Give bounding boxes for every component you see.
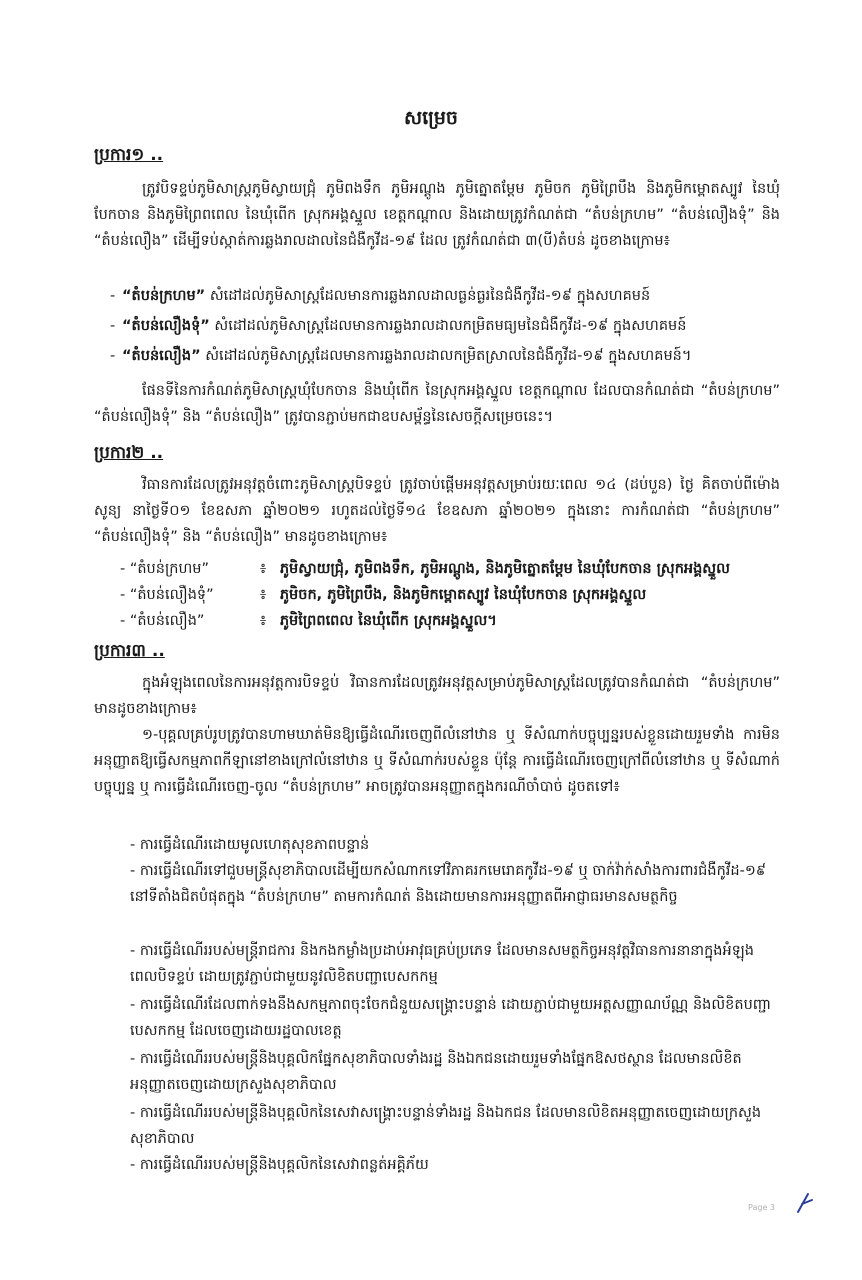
handwritten-initial-icon [794, 1190, 816, 1214]
article-2-zone-red-row: - “តំបន់ក្រហម” ៖ ភូមិស្វាយជ្រុំ, ភូមិពងទឹក, ភូមិអណ្ដូង, និងភូមិត្នោតម្ដែម នៃឃុំបែកចាន ស្រុកអង្គស្នួល [120, 556, 780, 582]
article-1-zone-red: - “តំបន់ក្រហម” សំដៅដល់ភូមិសាស្ត្រដែលមានការឆ្លងរាលដាលធ្ងន់ធ្ងរនៃជំងឺកូវីដ-១៩ ក្នុងសហគមន៍ [110, 288, 651, 304]
exception-item: - ការធ្វើដំណើរដោយមូលហេតុសុខភាពបន្ទាន់ [130, 837, 370, 853]
exception-item: - ការធ្វើដំណើររបស់មន្ត្រីនិងបុគ្គលិកនៃសេវាសង្គ្រោះបន្ទាន់ទាំងរដ្ឋ និងឯកជន ដែលមានលិខិតអនុញ្ញាតចេញដោយក្រសួងសុខាភិបាល [130, 1105, 762, 1147]
page-number: Page 3 [748, 1203, 775, 1212]
zone-separator: ៖ [259, 613, 267, 629]
zone-name: “តំបន់លឿងទុំ” [129, 587, 214, 603]
zone-description: សំដៅដល់ភូមិសាស្ត្រដែលមានការឆ្លងរាលដាលកម្រិតស្រាលនៃជំងឺកូវីដ-១៩ ក្នុងសហគមន៍។ [205, 348, 692, 364]
zone-name: “តំបន់លឿង” [129, 613, 205, 629]
exception-item: - ការធ្វើដំណើរទៅជួបមន្ត្រីសុខាភិបាលដើម្បីយកសំណាកទៅវិភាគរកមេរោគកូវីដ-១៩ ឬ ចាក់វ៉ាក់សាំងការពារជំងឺកូវីដ-១៩ នៅទីតាំងជិតបំផុតក្នុង “តំបន់ក្រហម” តាមការកំណត់ និងដោយមានការអនុញ្ញាតពីអាជ្ញាធរមានសមត្ថកិច្ច [130, 863, 767, 905]
zone-separator: ៖ [259, 587, 267, 603]
decision-title: សម្រេច [404, 107, 458, 129]
exception-item: - ការធ្វើដំណើររបស់មន្ត្រីនិងបុគ្គលិកនៃសេវាពន្លត់អគ្គិភ័យ [130, 1157, 429, 1173]
article-1-zone-orange: - “តំបន់លឿងទុំ” សំដៅដល់ភូមិសាស្ត្រដែលមានការឆ្លងរាលដាលកម្រិតមធ្យមនៃជំងឺកូវីដ-១៩ ក្នុងសហគមន៍ [110, 318, 687, 334]
exception-item: - ការធ្វើដំណើរដែលពាក់ទងនឹងសកម្មភាពចុះចែកជំនួយសង្គ្រោះបន្ទាន់ ដោយភ្ជាប់ជាមួយអត្តសញ្ញាណប័ណ្ណ និងលិខិតបញ្ជាបេសកកម្ម ដែលចេញដោយរដ្ឋបាលខេត្ត [130, 997, 771, 1039]
article-2-heading: ប្រការ២ .. [94, 443, 164, 463]
zone-name: “តំបន់លឿងទុំ” [122, 318, 210, 334]
article-3-rule-1: ១-បុគ្គលគ្រប់រូបត្រូវបានហាមឃាត់មិនឱ្យធ្វើដំណើរចេញពីលំនៅឋាន ឬ ទីសំណាក់បច្ចុប្បន្នរបស់ខ្លួនដោយរួមទាំង ការមិនអនុញ្ញាតឱ្យធ្វើសកម្មភាពកីឡានៅខាងក្រៅលំនៅឋាន ឬ ទីសំណាក់របស់ខ្លួន ប៉ុន្តែ ការធ្វើដំណើរចេញក្រៅពីលំនៅឋាន ឬ ទីសំណាក់បច្ចុប្បន្ន ឬ ការធ្វើដំណើរចេញ-ចូល “តំបន់ក្រហម” អាចត្រូវបានអនុញ្ញាតក្នុងករណីចាំបាច់ ដូចតទៅ៖ [94, 727, 780, 795]
exception-item: - ការធ្វើដំណើររបស់មន្ត្រីនិងបុគ្គលិកផ្នែកសុខាភិបាលទាំងរដ្ឋ និងឯកជនដោយរួមទាំងផ្នែកឱសថស្ថាន ដែលមានលិខិតអនុញ្ញាតចេញដោយក្រសួងសុខាភិបាល [130, 1051, 742, 1093]
zone-name: “តំបន់ក្រហម” [122, 288, 206, 304]
article-1-closing: ផែនទីនៃការកំណត់ភូមិសាស្ត្រឃុំបែកចាន និងឃុំពើក នៃស្រុកអង្គស្នួល ខេត្តកណ្ដាល ដែលបានកំណត់ជា “តំបន់ក្រហម” “តំបន់លឿងទុំ” និង “តំបន់លឿង” ត្រូវបានភ្ជាប់មកជាឧបសម្ព័ន្ធនៃសេចក្ដីសម្រេចនេះ។ [94, 383, 780, 425]
zone-name: “តំបន់ក្រហម” [129, 561, 210, 577]
exception-item: - ការធ្វើដំណើររបស់មន្ត្រីរាជការ និងកងកម្លាំងប្រដាប់អាវុធគ្រប់ប្រភេទ ដែលមានសមត្ថកិច្ចអនុវត្តវិធានការនានាក្នុងអំឡុងពេលបិទខ្ទប់ ដោយត្រូវភ្ជាប់ជាមួយនូវលិខិតបញ្ជាបេសកកម្ម [130, 943, 754, 985]
zone-villages: ភូមិស្វាយជ្រុំ, ភូមិពងទឹក, ភូមិអណ្ដូង, និងភូមិត្នោតម្ដែម នៃឃុំបែកចាន ស្រុកអង្គស្នួល [279, 561, 730, 577]
zone-separator: ៖ [259, 561, 267, 577]
article-3-heading: ប្រការ៣ .. [94, 641, 165, 661]
article-3-intro: ក្នុងអំឡុងពេលនៃការអនុវត្តការបិទខ្ទប់ វិធានការដែលត្រូវអនុវត្តសម្រាប់ភូមិសាស្ត្រដែលត្រូវបានកំណត់ជា “តំបន់ក្រហម” មានដូចខាងក្រោម៖ [94, 675, 780, 717]
article-1-paragraph: ត្រូវបិទខ្ទប់ភូមិសាស្ត្រភូមិស្វាយជ្រុំ ភូមិពងទឹក ភូមិអណ្ដូង ភូមិត្នោតម្ដែម ភូមិចក ភូមិព្រៃបឹង និងភូមិកម្ពោតស្បូវ នៃឃុំបែកចាន និងភូមិព្រៃពពេល នៃឃុំពើក ស្រុកអង្គស្នួល ខេត្តកណ្ដាល និងដោយត្រូវកំណត់ជា “តំបន់ក្រហម” “តំបន់លឿងទុំ” និង “តំបន់លឿង” ដើម្បីទប់ស្កាត់ការឆ្លងរាលដាលនៃជំងឺកូវីដ-១៩ ដែល ត្រូវកំណត់ជា ៣(បី)តំបន់ ដូចខាងក្រោម៖ [94, 181, 780, 249]
zone-description: សំដៅដល់ភូមិសាស្ត្រដែលមានការឆ្លងរាលដាលកម្រិតមធ្យមនៃជំងឺកូវីដ-១៩ ក្នុងសហគមន៍ [214, 318, 687, 334]
zone-villages: ភូមិព្រៃពពេល នៃឃុំពើក ស្រុកអង្គស្នួល។ [279, 613, 497, 629]
article-1-heading: ប្រការ១ .. [94, 145, 164, 165]
zone-villages: ភូមិចក, ភូមិព្រៃបឹង, និងភូមិកម្ពោតស្បូវ នៃឃុំបែកចាន ស្រុកអង្គស្នួល [279, 587, 647, 603]
article-2-zone-orange-row: - “តំបន់លឿងទុំ” ៖ ភូមិចក, ភូមិព្រៃបឹង, និងភូមិកម្ពោតស្បូវ នៃឃុំបែកចាន ស្រុកអង្គស្នួល [120, 582, 780, 608]
zone-name: “តំបន់លឿង” [122, 348, 201, 364]
article-1-zone-yellow: - “តំបន់លឿង” សំដៅដល់ភូមិសាស្ត្រដែលមានការឆ្លងរាលដាលកម្រិតស្រាលនៃជំងឺកូវីដ-១៩ ក្នុងសហគមន៍។ [110, 348, 692, 364]
zone-description: សំដៅដល់ភូមិសាស្ត្រដែលមានការឆ្លងរាលដាលធ្ងន់ធ្ងរនៃជំងឺកូវីដ-១៩ ក្នុងសហគមន៍ [209, 288, 651, 304]
article-2-paragraph: វិធានការដែលត្រូវអនុវត្តចំពោះភូមិសាស្ត្របិទខ្ទប់ ត្រូវចាប់ផ្ដើមអនុវត្តសម្រាប់រយៈពេល ១៤ (ដប់បួន) ថ្ងៃ គិតចាប់ពីម៉ោងសូន្យ នាថ្ងៃទី០១ ខែឧសភា ឆ្នាំ២០២១ រហូតដល់ថ្ងៃទី១៤ ខែឧសភា ឆ្នាំ២០២១ ក្នុងនោះ ការកំណត់ជា “តំបន់ក្រហម” “តំបន់លឿងទុំ” និង “តំបន់លឿង” មានដូចខាងក្រោម៖ [94, 477, 780, 545]
article-2-zone-yellow-row: - “តំបន់លឿង” ៖ ភូមិព្រៃពពេល នៃឃុំពើក ស្រុកអង្គស្នួល។ [120, 608, 780, 634]
